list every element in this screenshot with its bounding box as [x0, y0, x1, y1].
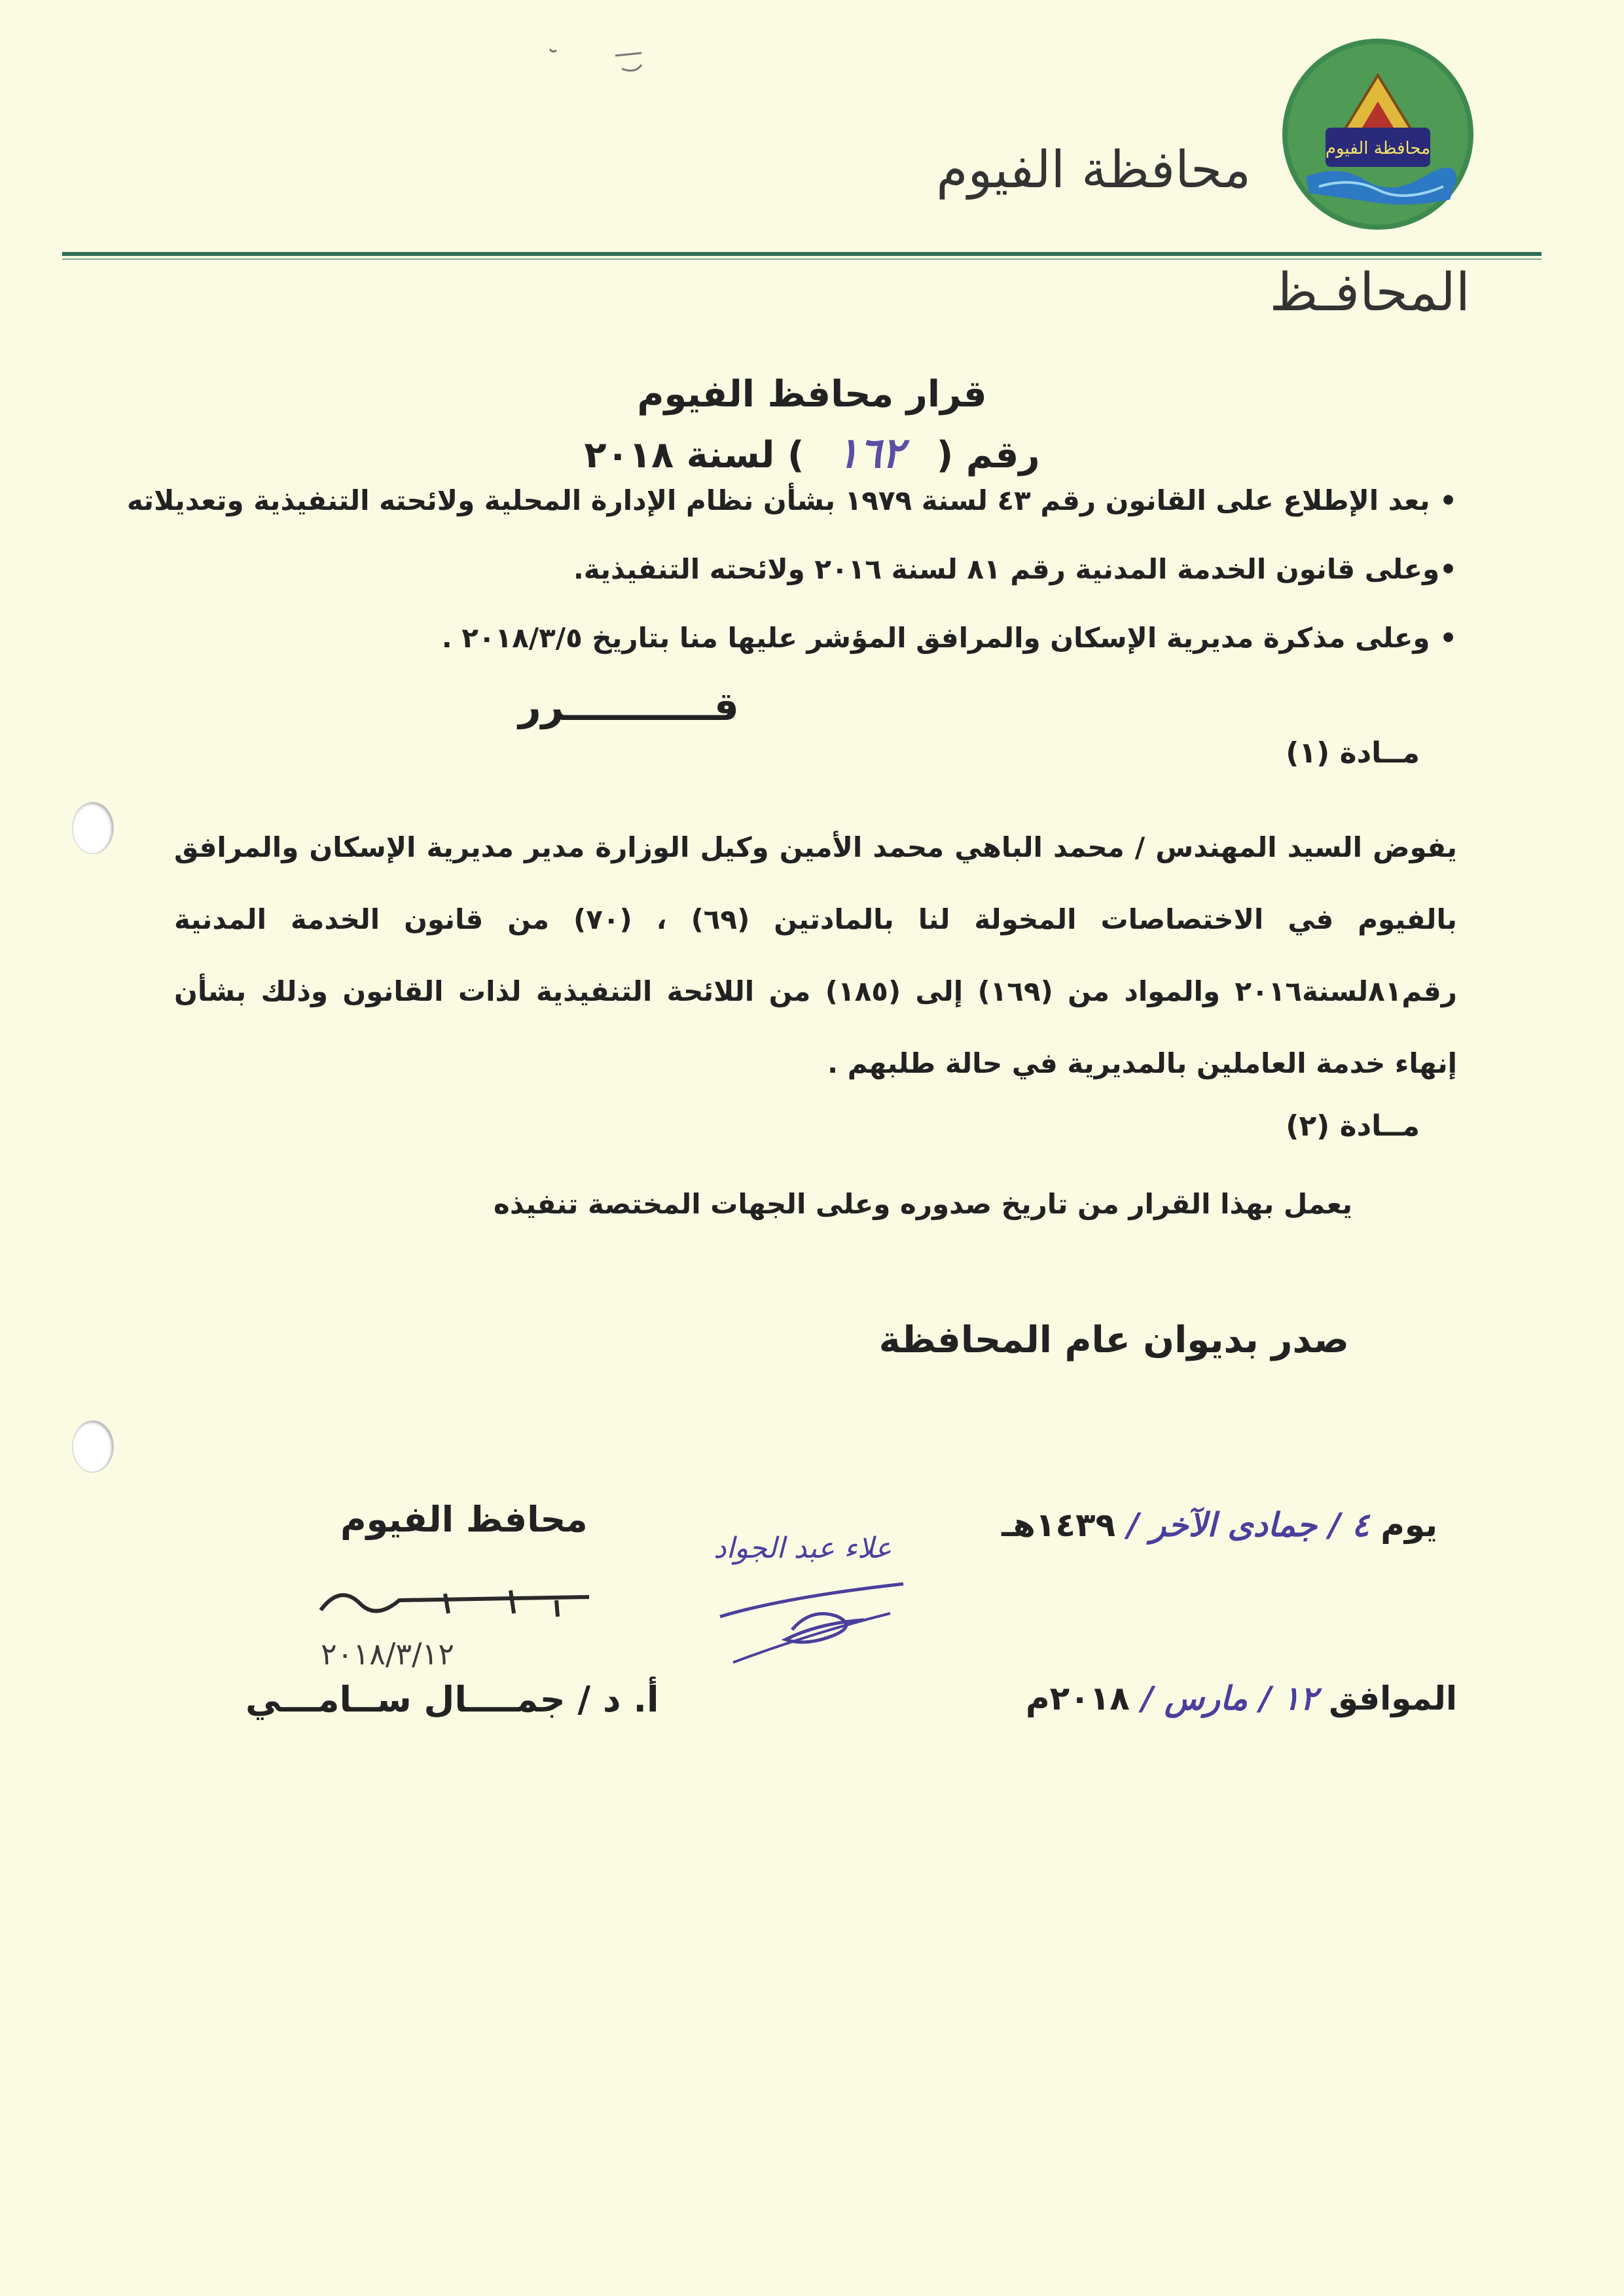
- corresponding-label: الموافق: [1329, 1679, 1457, 1717]
- signatory-title: محافظ الفيوم: [340, 1499, 588, 1540]
- preamble-clause: • بعد الإطلاع على القانون رقم ٤٣ لسنة ١٩٧٩ بشأن نظام الإدارة المحلية ولائحته التنفيذية وتعديلاته: [126, 484, 1457, 516]
- decision-title: قرار محافظ الفيوم: [637, 373, 987, 416]
- corner-scribble-icon: [543, 36, 661, 82]
- gregorian-year: ٢٠١٨م: [1026, 1679, 1130, 1717]
- signatory-name: أ. د / جمــــال ســامـــي: [245, 1679, 659, 1720]
- governorate-title: محافظة الفيوم: [936, 141, 1251, 200]
- signature-date: ٢٠١٨/٣/١٢: [321, 1636, 454, 1672]
- article-1-heading: مــادة (١): [1286, 736, 1420, 770]
- governorate-seal-icon: [1280, 36, 1476, 232]
- second-signature-icon: [707, 1499, 943, 1676]
- second-signature-name: علاء عبد الجواد: [713, 1532, 892, 1565]
- day-handwritten: ٤ / جمادى الآخر /: [1127, 1505, 1369, 1544]
- preamble-clause: • وعلى مذكرة مديرية الإسكان والمرافق المؤشر عليها منا بتاريخ ٢٠١٨/٣/٥ .: [441, 622, 1457, 654]
- punch-hole: [72, 1420, 114, 1473]
- hijri-year: ١٤٣٩هـ: [1001, 1506, 1115, 1544]
- article-2-body: يعمل بهذا القرار من تاريخ صدوره وعلى الجهات المختصة تنفيذه: [494, 1188, 1352, 1220]
- office-title: المحافـظ: [1269, 262, 1470, 323]
- header-divider-thin: [62, 259, 1542, 260]
- article-2-heading: مــادة (٢): [1286, 1109, 1420, 1143]
- number-prefix: رقم (: [936, 434, 1040, 476]
- gregorian-handwritten: ١٢ / مارس /: [1141, 1679, 1318, 1717]
- issued-statement: صدر بديوان عام المحافظة: [878, 1319, 1349, 1361]
- preamble-clause: •وعلى قانون الخدمة المدنية رقم ٨١ لسنة ٢٠١٦ ولائحته التنفيذية.: [573, 553, 1457, 585]
- gregorian-date-line: [1026, 1679, 1457, 1717]
- number-suffix: ) لسنة ٢٠١٨: [584, 434, 804, 476]
- article-1-body: يفوض السيد المهندس / محمد الباهي محمد الأمين وكيل الوزارة مدير مديرية الإسكان والمرافق بالفيوم في الاختصاصات المخولة لنا بالمادتين (٦٩) ، (٧٠) من قانون الخدمة المدنية رقم٨١لسنة٢٠١٦ والمواد من (١٦٩) إلى (١٨٥) من اللائحة التنفيذية لذات القانون وذلك بشأن إنهاء خدمة العاملين بالمديرية في حالة طلبهم .: [174, 831, 1457, 1079]
- decided-heading: قـــــــــــرر: [518, 684, 739, 730]
- decision-number-line: [0, 429, 1624, 478]
- hijri-date-line: [1001, 1505, 1437, 1544]
- day-label: يوم: [1380, 1506, 1437, 1544]
- punch-hole: [72, 802, 114, 854]
- number-handwritten: ١٦٢: [837, 429, 905, 478]
- header-divider: [62, 252, 1542, 256]
- svg-text:محافظة الفيوم: محافظة الفيوم: [1325, 139, 1431, 158]
